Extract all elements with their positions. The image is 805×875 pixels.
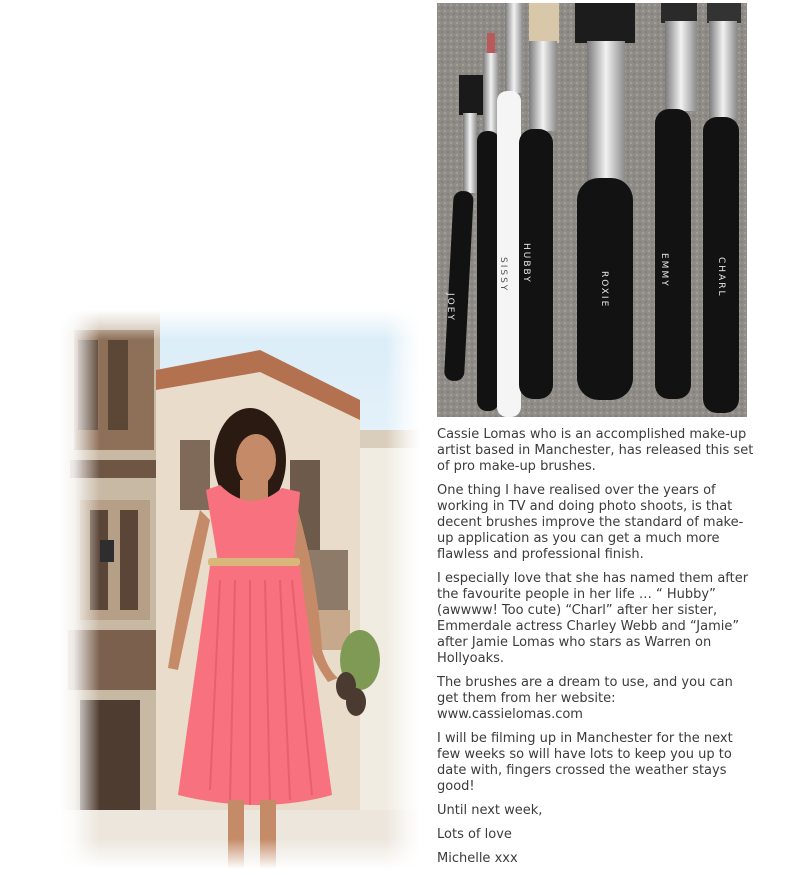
brush-label-roxie: ROXIE	[599, 271, 609, 309]
signoff-line: Lots of love	[437, 827, 512, 842]
brush-label-charl: CHARL	[716, 257, 726, 298]
article-paragraph: Cassie Lomas who is an accomplished make-up artist based in Manchester, has released this set of pro make-up brushes.	[437, 427, 754, 474]
brushes-photo	[437, 3, 747, 417]
brush-label-hubby: HUBBY	[521, 243, 531, 284]
brush-label-joey: JOEY	[445, 293, 455, 322]
signoff-signature: Michelle xxx	[437, 851, 518, 866]
woman-photo-illustration	[60, 310, 420, 869]
brushes-photo-illustration	[437, 3, 747, 417]
brush-label-emmy: EMMY	[659, 253, 669, 288]
article-paragraph: I especially love that she has named them after the favourite people in her life … “ Hubby” (awwww! Too cute) “Charl” after her sister, Emmerdale actress Charley Webb and “Jamie” after Jamie Lomas who stars as Warren on Hollyoaks.	[437, 571, 749, 666]
woman-photo	[60, 310, 420, 869]
brush-label-sissy: SISSY	[498, 257, 508, 293]
article-body	[437, 427, 755, 875]
article-paragraph: I will be filming up in Manchester for the next few weeks so will have lots to keep you up to date with, fingers crossed the weather stays good!	[437, 731, 733, 794]
article-paragraph: One thing I have realised over the years of working in TV and doing photo shoots, is that decent brushes improve the standard of make-up application as you can get a much more flawless and professional finish.	[437, 483, 744, 562]
article-paragraph: The brushes are a dream to use, and you can get them from her website: www.cassielomas.com	[437, 675, 733, 722]
signoff-line: Until next week,	[437, 803, 543, 818]
